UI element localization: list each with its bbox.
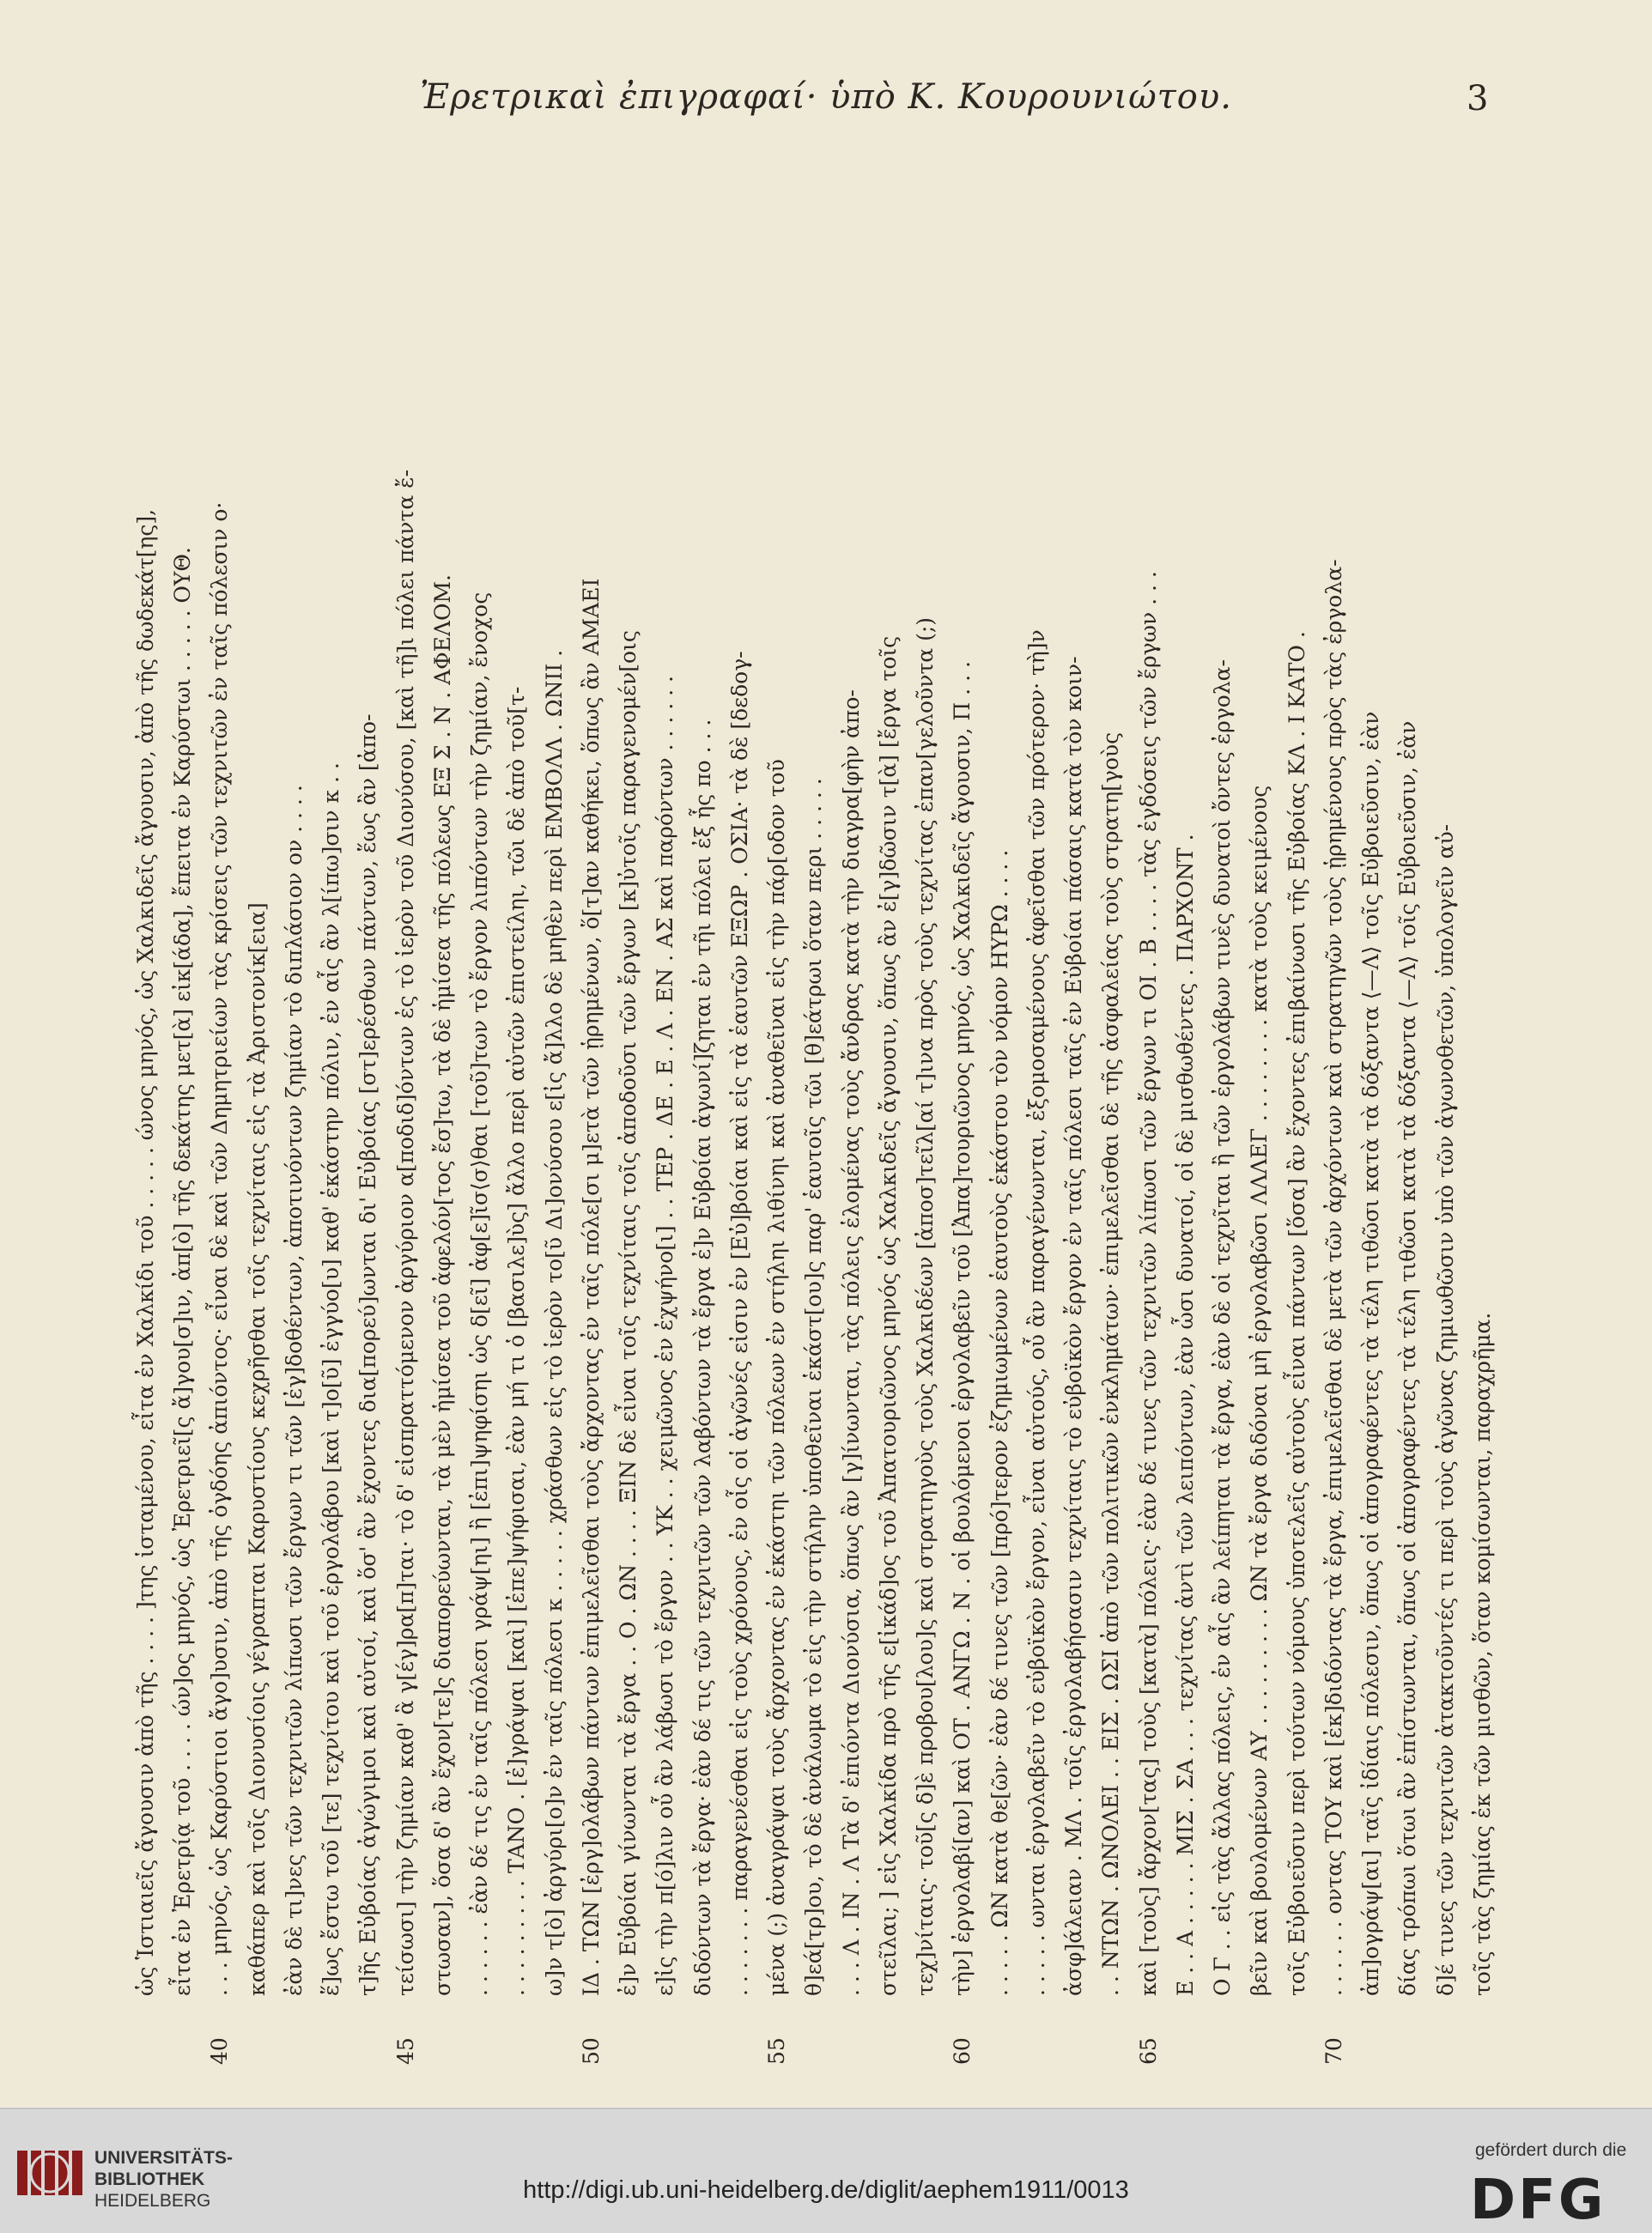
line-number [908,2013,943,2065]
line-number: 45 [392,2037,418,2065]
inscription-line: διδόντων τὰ ἔργα· ἐὰν δέ τις τῶν τεχνιτῶν τῶν λαβόντων τὰ ἔργα ἐ]ν Εὐβοίαι ἀγωνί]ζηται ἐν τῆι πόλει ἐξ ἧς πο . . . [689,719,715,1996]
line-number [797,2013,831,2065]
inscription-line: . . . . . ωνται ἐργολαβεῖν τὸ εὐβοϊκὸν ἔργον, εἶναι αὐτούς, οὗ ἂν παραγένωνται, ἐξομοσαμένους ἀφεῖσθαι τῶν πρότερον· τὴ]ν [1023,629,1049,1996]
inscription-line: καὶ [τοὺς] ἄρχον[τας] τοὺς [κατὰ] πόλεις· ἐὰν δέ τινες τῶν τεχνιτῶν λίπωσι τῶν ἔργων τι ΟΙ . Β . . . . τὰς ἐγδόσεις τῶν ἔργων . . . [1135,571,1161,1996]
inscription-rotated-text [112,176,1520,2065]
running-head: Ἐρετρικαὶ ἐπιγραφαί· ὑπὸ Κ. Κουρουνιώτου. [420,77,1232,117]
line-number [648,2013,683,2065]
inscription-line: τὴν] ἐργολαβί[αν] καὶ ΟΤ . ΑΝΓΩ . Ν . οἱ βουλόμενοι ἐργολαβεῖν τοῦ [Ἀπα]τουριῶνος μηνός, ὡς Χαλκιδεῖς ἄγουσιν, Π . . . [950,661,975,1996]
inscription-line: τείσωσι] τὴν ζημίαν καθ' ἃ γ[έγ]ρα[π]ται· τὸ δ' εἰσπραττόμενον ἀργύριον α[ποδιδ]όντων ἐς τὸ ἱερὸν τοῦ Διονύσου, [καὶ τῆ]ι πόλει πάντα ἔ- [392,469,418,1996]
inscription-line: καθάπερ καὶ τοῖς Διονυσίοις γέγραπται Καρυστίους κεχρῆσθαι τοῖς τεχνίταις εἰς τὰ Ἀριστονίκ[εια] [244,902,270,1996]
library-line-2: BIBLIOTHEK [94,2169,205,2189]
line-number [1280,2013,1315,2065]
page-number: 3 [1467,79,1489,118]
line-number [1242,2013,1277,2065]
funded-by-label: gefördert durch die [1475,2140,1627,2160]
line-number [611,2013,646,2065]
inscription-line: ἀπ]ογράψ[αι] ταῖς ἰδίαις πόλεσιν, ὅπως οἱ ἀπογραφέντες τὰ τέλη τιθῶσι κατὰ τὰ δόξαντα ⟨—Λ⟩ τοῖς Εὐβοιεῦσιν, ἐὰν [1358,711,1384,1996]
line-number [1466,2013,1500,2065]
inscription-block [112,176,1520,2065]
line-number: 60 [950,2037,975,2065]
inscription-line: ΙΔ . ΤΩΝ [ἐργ]ολάβων πάντων ἐπιμελεῖσθαι τοὺς ἄρχοντας ἐν ταῖς πόλε[σι μ]ετὰ τῶν ᾑρημένων, ὅ[τ]αν καθήκει, ὅπως ἂν ΑΜΑΕΙ [578,578,604,1996]
inscription-line: . . ΝΤΩΝ . ΩΝΟΛΕΙ . . ΕΙΣ . ΩΣΙ ἀπὸ τῶν πολιτικῶν ἐνκλημάτων· ἐπιμελεῖσθαι δὲ τῆς ἀσφαλείας τοὺς στρατη[γοὺς [1098,731,1124,1996]
line-number: 55 [764,2037,790,2065]
line-number [463,2013,497,2065]
inscription-line: ω]ν τ[ὸ] ἀργύρι[ο]ν ἐν ταῖς πόλεσι κ . . . . . χράσθων εἰς τὸ ἱερὸν το[ῦ Δι]ονύσου ε[ἰς ἄ]λλο δὲ μηθὲν περὶ ΕΜΒΟΛΛ . ΩΝΙΙ . [541,649,567,1996]
line-number [351,2013,386,2065]
inscription-line: δίας τρόπωι ὅτωι ἂν ἐπίστωνται, ὅπως οἱ ἀπογραφέντες τὰ τέλη τιθῶσι κατὰ τὰ δόξαντα ⟨—Λ⟩ τοῖς Εὐβοιεῦσιν, ἐὰν [1395,720,1421,1996]
line-number [1206,2013,1240,2065]
line-number [686,2013,720,2065]
inscription-line: ἐ]ν Εὐβοίαι γίνωνται τὰ ἔργα . . Ο . ΩΝ . . . . ΞΙΝ δὲ εἶναι τοῖς τεχνίταις τοῖς ἀποδοῦσι τῶν ἔργων [κ]ὐτοῖς παραγενομέν[οις [616,630,641,1996]
line-number [129,2013,163,2065]
inscription-line: . . . . . . . . . ΤΑΝΟ . [ἐ]γράψαι [καὶ] [ἐπε]ψήφισαι, ἐὰν μή τι ὁ [βασιλε]ὺς] ἄλλο περὶ αὐτῶν ἐπιστείληι, τῶι δὲ ἀπὸ τοῦ[τ- [504,686,530,1996]
inscription-line: εἶτα ἐν Ἐρετρίᾳ τοῦ . . . . ών]ος μηνός, ὡς Ἐρετριεῖ[ς ἄ]γου[σ]ιν, ἀπ[ὸ] τῆς δεκάτης μετ[ὰ] εἰκ[άδα], ἔπειτα ἐν Καρύστωι . . . . . ΟΥΘ. [170,547,196,1996]
inscription-line: ἐὰν δὲ τι]νες τῶν τεχνιτῶν λίπωσι τῶν ἔργων τι τῶν [ἐγ]δοθέντων, ἀποτινόντων ζημίαν τὸ διπλάσιον ον . . . . [281,785,307,1996]
inscription-line: στωσαν], ὅσα δ' ἂν ἔχον[τε]ς διαπορεύωνται, τὰ μὲν ἡμίσεα τοῦ ἀφελόν[τος ἔσ]τω, τὰ δὲ ἡμίσεα τῆς πόλεως ΕΞ Σ . Ν . ΑΦΕΛΟΜ. [429,574,455,1996]
inscription-line: τεχ]νίταις· τοῦ[ς δ]ὲ προβου[λου]ς καὶ στρατηγοὺς τοὺς Χαλκιδέων [ἀποσ]τεῖλ[αί τ]ινα πρὸς τοὺς τεχνίτας ἐπαν[γελοῦντα (;) [913,616,938,1996]
library-line-1: UNIVERSITÄTS- [94,2148,234,2168]
line-number [1169,2013,1203,2065]
inscription-line: ὡς Ἱστιαιεῖς ἄγουσιν ἀπὸ τῆς . . . . ]της ἱσταμένου, εἶτα ἐν Χαλκίδι τοῦ . . . . . ώνος μηνός, ὡς Χαλκιδεῖς ἄγουσιν, ἀπὸ τῆς δωδεκάτ[ης], [133,508,158,1996]
inscription-line: ἕ]ως ἔστω τοῦ [τε] τεχνίτου καὶ τοῦ ἐργολάβου [καὶ τ]ο[ῦ] ἐγγύο[υ] καθ' ἑκάστην πόλιν, ἐν αἷς ἂν λ[ίπω]σιν κ . . [319,762,344,1996]
inscription-line: . . . Λ . ΙΝ . Λ Τὰ δ' ἐπιόντα Διονύσια, ὅπως ἂν [γ]ίνωνται, τὰς πόλεις ἑλομένας τοὺς ἄνδρας κατὰ τὴν διαγρα[φὴν ἀπο- [838,689,864,1996]
inscription-line: μένα (;) ἀναγράψαι τοὺς ἄρχοντας ἐν ἑκάστηι τῶν πόλεων ἐν στήληι λιθίνηι καὶ ἀναθεῖναι εἰς τὴν πάρ[οδον τοῦ [764,759,790,1996]
line-number [277,2013,312,2065]
inscription-line: Ε . . Α . . . . . ΜΙΣ . ΣΑ . . . τεχνίτας ἀντὶ τῶν λειπόντων, ἐὰν ὦσι δυνατοί, οἱ δὲ μισθωθέντες . ΠΑΡΧΟΝΤ . [1172,834,1198,1996]
line-number [1391,2013,1425,2065]
source-url-link[interactable]: http://digi.ub.uni-heidelberg.de/diglit/aephem1911/0013 [523,2176,1129,2204]
footer-bar [0,2108,1652,2233]
line-number [1354,2013,1388,2065]
inscription-line: . . . μηνός, ὡς Καρύστιοι ἄγο]υσιν, ἀπὸ τῆς ὀγδόης ἀπιόντος· εἶναι δὲ καὶ τῶν Δημητριείων τὰς κρίσεις τῶν τεχνιτῶν ἐν ταῖς πόλεσιν ο· [207,501,233,1996]
line-number [723,2013,757,2065]
line-number: 70 [1321,2037,1346,2065]
line-number [426,2013,460,2065]
line-number [500,2013,534,2065]
line-number [314,2013,349,2065]
line-number [166,2013,200,2065]
line-number [983,2013,1017,2065]
inscription-line: τ]ῆς Εὐβοίας ἀγώγιμοι καὶ αὐτοί, καὶ ὅσ' ἂν ἔχοντες δια[πορεύ]ωνται δι' Εὐβοίας [στ]ερέσθων πάντων, ἕως ἂν [ἀπο- [355,713,381,1996]
inscription-line: τοῖς τὰς ζημίας ἐκ τῶν μισθῶν, ὅταν κομίσωνται, παραχρῆμα. [1469,1312,1495,1996]
line-number [1094,2013,1128,2065]
line-number [240,2013,275,2065]
line-number: 40 [207,2037,233,2065]
line-number: 50 [578,2037,604,2065]
inscription-line: Ο Γ . . εἰς τὰς ἄλλας πόλεις, ἐν αἷς ἂν λείπηται τὰ ἔργα, ἐὰν δὲ οἱ τεχνῖται ἢ τῶν ἐργολάβων τινὲς δυνατοὶ ὄντες ἐργολα- [1210,658,1236,1996]
inscription-line: . . . . . . ἐὰν δέ τις ἐν ταῖς πόλεσι γράψ[ηι] ἢ [ἐπι]ψηφίσηι ὡς δ[εῖ] ἀφ[ε]ῖσ⟨σ⟩θαι [τοῦ]των τὸ ἔργον λιπόντων τὴν ζημίαν, ἔνοχος [467,592,493,1996]
inscription-line: δ]έ τινες τῶν τεχνιτῶν ἀτακτοῦντές τι περὶ τοὺς ἀγῶνας ζημιωθῶσιν ὑπὸ τῶν ἀγωνοθετῶν, ὑπολογεῖν αὐ- [1432,823,1458,1996]
line-number [1057,2013,1091,2065]
line-number [1429,2013,1463,2065]
line-number: 65 [1135,2037,1161,2065]
inscription-line: ε]ἰς τὴν π[ό]λιν οὗ ἂν λάβωσι τὸ ἔργον . . ΥΚ . . χειμῶνος ἐν ἐχψήνο[ι] . . ΤΕΡ . ΔΕ . Ε . Λ . ΕΝ . ΑΣ καὶ παρόντων . . . . . . [653,676,678,1996]
inscription-line: θ]εά[τρ]ου, τὸ δὲ ἀνάλωμα τὸ εἰς τὴν στήλην ὑποθεῖναι ἑκάστ[ου]ς παρ' ἑαυτοῖς τῶι [θ]εάτρωι ὅταν περι . . . . . [801,778,827,1996]
line-number [538,2013,572,2065]
inscription-line: τοῖς Εὐβοιεῦσιν περὶ τούτων νόμους ὑποτελεῖς αὐτοὺς εἶναι πάντων [ὅσα] ἂν ἔχοντες ἐπιβαίνωσι τῆς Εὐβοίας ΚΛ . Ι ΚΑΤΟ . [1284,631,1309,1996]
line-number [1020,2013,1054,2065]
inscription-line: . . . . . . οντας ΤΟΥ καὶ [ἐκ]διδόντας τὰ ἔργα, ἐπιμελεῖσθαι δὲ μετὰ τῶν ἀρχόντων καὶ στρατηγῶν τοὺς ᾑρημένους πρὸς τὰς ἐργολα- [1321,559,1346,1996]
inscription-line: . . . . . . . παραγενέσθαι εἰς τοὺς χρόνους, ἐν οἷς οἱ ἀγῶνές εἰσιν ἐν [Εὐ]βοίαι καὶ εἰς τὰ ἑαυτῶν ΕΞΩΡ . ΟΣΙΑ· τὰ δὲ [δεδογ- [726,651,752,1996]
line-number [872,2013,906,2065]
inscription-line: ἀσφ]άλειαν . ΜΛ . τοῖς ἐργολαβήσασιν τεχνίταις τὸ εὐβοϊκὸν ἔργον ἐν ταῖς πόλεσι ταῖς ἐν Εὐβοίαι πάσαις κατὰ τὸν κοιν- [1061,656,1087,1996]
dfg-logo: DFG [1470,2169,1606,2232]
library-line-3: HEIDELBERG [94,2191,211,2211]
inscription-line: βεῖν καὶ βουλομένων ΑΥ . . . . . . . . . ΩΝ τὰ ἔργα διδόναι μὴ ἐργολαβῶσι ΛΛΛΕΓ . . . . . . . . κατὰ τοὺς κειμένους [1247,785,1272,1996]
inscription-line: στεῖλαι; ] εἰς Χαλκίδα πρὸ τῆς ε[ἰκάδ]ος τοῦ Ἀπατουριῶνος μηνός ὡς Χαλκιδεῖς ἄγουσιν, ὅπως ἂν ἐ[γ]δῶσιν τ[ὰ] [ἔργα τοῖς [875,635,901,1996]
line-number [835,2013,869,2065]
inscription-line: . . . . . ΩΝ κατὰ θε[ῶν· ἐὰν δέ τινες τῶν [πρό]τερον ἐζημιωμένων ἑαυτοὺς ἑκάστου τὸν νόμον ΗΥΡΩ . . . . [987,849,1012,1996]
